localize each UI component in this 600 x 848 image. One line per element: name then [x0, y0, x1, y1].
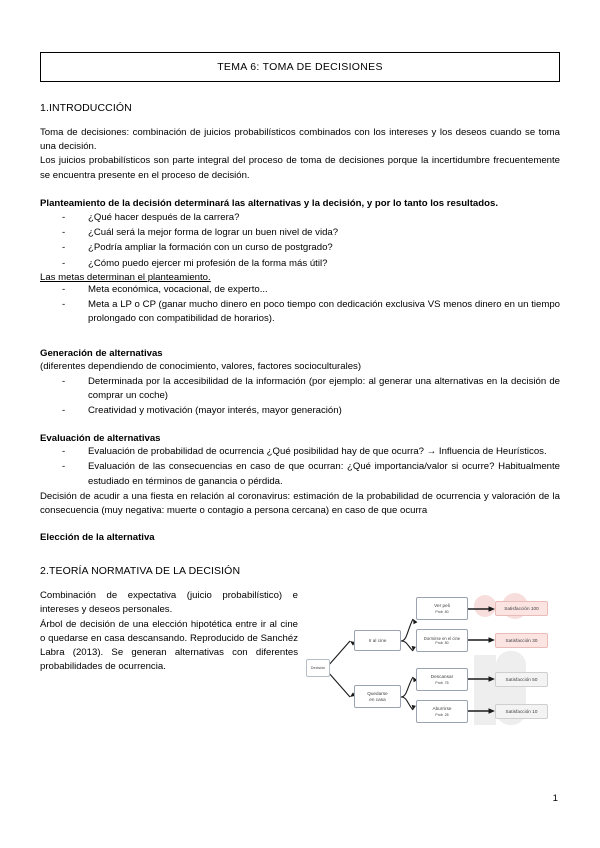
page-title: TEMA 6: TOMA DE DECISIONES — [217, 61, 383, 73]
tree-node-ir-al-cine — [354, 630, 401, 651]
generacion-list — [40, 375, 560, 419]
tree-node-aburrirse — [416, 700, 468, 723]
teoria-paragraph-2: Árbol de decisión de una elección hipotética entre ir al cine o quedarse en casa descansando. Reproducido de Sanchéz Labra (2013). Se generan alternativas con diferentes probabilidades de ocurrencia. — [40, 618, 298, 673]
tree-node-label: Ir al cine — [368, 637, 387, 643]
evaluacion-heading: Evaluación de alternativas — [40, 433, 161, 445]
generacion-heading: Generación de alternativas — [40, 348, 163, 360]
tree-node-label: Quedarse — [367, 691, 388, 697]
tree-outcome-label: Satisfacción 10 — [505, 708, 538, 714]
intro-paragraph-2: Los juicios probabilísticos son parte integral del proceso de toma de decisiones porque la incertidumbre frecuentemente se encuentra presente en el proceso de decisión. — [40, 155, 560, 181]
tree-node-label: Ver peli — [434, 603, 450, 609]
eleccion-heading: Elección de la alternativa — [40, 532, 155, 544]
list-item: - Evaluación de las consecuencias en caso de que ocurran: ¿Qué importancia/valor si ocurre? Habitualmente estudiado en términos de ganancia o pérdida. — [62, 460, 560, 488]
tree-outcome-label: Satisfacción 50 — [505, 676, 538, 682]
tree-node-label-line2: en casa — [369, 696, 386, 702]
tree-node-label: Aburrirse — [432, 706, 452, 712]
list-item: - Meta económica, vocacional, de experto... — [62, 283, 560, 297]
section-1-heading: 1.INTRODUCCIÓN — [40, 102, 132, 114]
teoria-paragraph-1: Combinación de expectativa (juicio probabilístico) e intereses y deseos personales. — [40, 590, 298, 616]
tree-outcome-label: Satisfacción 100 — [504, 605, 539, 611]
tree-node-label: Descansar — [430, 674, 454, 680]
tree-node-label: Dormirse en el cine — [423, 635, 461, 641]
list-item: - ¿Cuál será la mejor forma de lograr un buen nivel de vida? — [62, 226, 560, 240]
tree-node-probability: Prob .75 — [435, 680, 449, 685]
document-title-banner — [40, 52, 560, 82]
tree-outcome-satisfaccion-100 — [495, 601, 548, 616]
list-item: - Determinada por la accesibilidad de la información (por ejemplo: al generar una alternativas en la decisión de comprar un coche) — [62, 375, 560, 403]
tree-node-quedarse-en-casa — [354, 685, 401, 708]
decision-tree-diagram — [306, 589, 548, 729]
decision-tree-figure-column — [306, 589, 560, 729]
tree-node-probability: Prob .50 — [435, 609, 449, 614]
evaluacion-list — [40, 445, 560, 489]
list-item: - Meta a LP o CP (ganar mucho dinero en poco tiempo con dedicación exclusiva VS menos dinero en un tiempo prolongado con compatibilidad de horarios). — [62, 298, 560, 326]
tree-node-root — [306, 659, 330, 677]
list-item: - ¿Podría ampliar la formación con un curso de postgrado? — [62, 241, 560, 255]
list-item: - ¿Cómo puedo ejercer mi profesión de la forma más útil? — [62, 257, 560, 271]
evaluacion-paragraph: Decisión de acudir a una fiesta en relación al coronavirus: estimación de la probabilidad de ocurrencia y valoración de la consecuencia (muy negativa: muerte o contagio a persona cercana) en caso de que ocurra — [40, 490, 560, 517]
tree-outcome-label: Satisfacción 30 — [505, 637, 538, 643]
intro-paragraph-1: Toma de decisiones: combinación de juicios probabilísticos combinados con los intereses y los deseos cuando se toma una decisión. — [40, 127, 560, 153]
metas-list — [40, 283, 560, 327]
page-number: 1 — [552, 793, 558, 804]
list-item: - Evaluación de probabilidad de ocurrencia ¿Qué posibilidad hay de que ocurra? → Influencia de Heurísticos. — [62, 445, 560, 459]
section-2-text-column — [40, 589, 298, 674]
section-2-body — [40, 589, 560, 729]
questions-list — [40, 211, 560, 271]
tree-outcome-satisfaccion-30 — [495, 633, 548, 648]
section-2-heading: 2.TEORÍA NORMATIVA DE LA DECISIÓN — [40, 565, 241, 578]
tree-node-probability: Prob .25 — [435, 712, 449, 717]
tree-node-root-label: Decisión — [310, 666, 326, 671]
list-item: - Creatividad y motivación (mayor interés, mayor generación) — [62, 404, 560, 418]
tree-node-ver-peli — [416, 597, 468, 620]
list-item: - ¿Qué hacer después de la carrera? — [62, 211, 560, 225]
tree-outcome-satisfaccion-10 — [495, 704, 548, 719]
planteamiento-statement: Planteamiento de la decisión determinará las alternativas y la decisión, y por lo tanto los resultados. — [40, 197, 498, 209]
metas-heading: Las metas determinan el planteamiento. — [40, 271, 211, 283]
tree-node-descansar — [416, 668, 468, 691]
tree-outcome-satisfaccion-50 — [495, 672, 548, 687]
generacion-subtitle: (diferentes dependiendo de conocimiento, valores, factores socioculturales) — [40, 361, 362, 373]
tree-node-dormirse-en-el-cine — [416, 629, 468, 652]
tree-node-probability: Prob .50 — [435, 641, 449, 646]
